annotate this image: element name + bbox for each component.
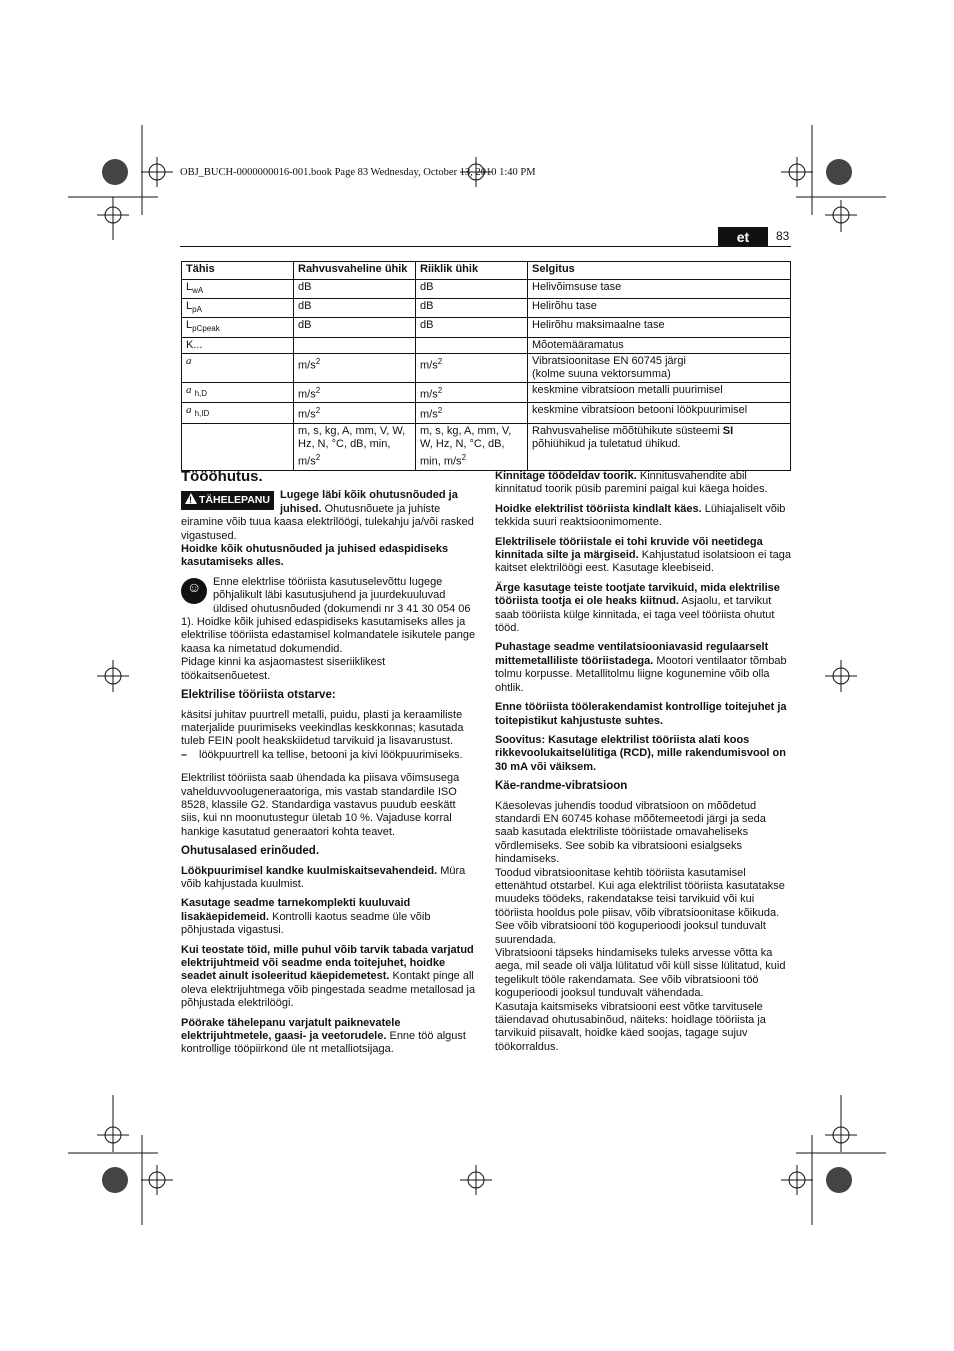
symbol: a xyxy=(186,354,192,367)
symbol-subscript: h,ID xyxy=(194,409,210,419)
safety-bold: Löökpuurimisel kandke kuulmiskaitsevahendeid. xyxy=(181,864,438,877)
safety-bold: Ärge kasutage teiste tootjate tarvikuid, mida elektrilise tööriista tootja ei ole heaks kiitnud. xyxy=(495,581,780,608)
table-cell: dB xyxy=(416,280,528,299)
safety-bold: Pöörake tähelepanu varjatult paiknevatele elektrijuhtmetele, gaasi- ja veetorudele. xyxy=(181,1016,401,1043)
section-title: Töööhutus. xyxy=(181,468,263,485)
paragraph: Toodud vibratsioonitase kehtib tööriista kasutamisel ettenähtud otstarbel. Kui aga elektrilist tööriista kasutatakse muudeks töödeks, rakendatakse teisi tarvikuid või kui tööriista hooldus pole piisav, võib vibratsioonitase kõikuda. See võib vibratsiooni töö koguperioodi jooksul tunduvalt suurendada. xyxy=(495,866,785,946)
symbols-table xyxy=(181,261,791,471)
safety-text: Kontakt pinge all oleva elektrijuhtmega võib pingestada seadme metallosad ja põhjustada elektrilöögi. xyxy=(181,970,476,1010)
safety-text: Enne töö algust kontrollige tööpiirkond üle nt metalliotsijaga. xyxy=(181,1030,466,1056)
table-cell: m/s xyxy=(298,359,316,372)
table-row xyxy=(182,280,791,299)
table-cell: Mõotemääramatus xyxy=(528,337,791,353)
col-header: Riiklik ühik xyxy=(416,262,528,280)
superscript: 2 xyxy=(315,356,321,366)
safety-item xyxy=(181,865,477,892)
safety-text: Lühiajaliselt võib tekkida suuri reaktsioonimomente. xyxy=(495,502,786,529)
paragraph: Käesolevas juhendis toodud vibratsioon on mõõdetud standardi EN 60745 kohase mõõtemeetodi järgi ja seda saab kasutada elektriliste tööriistade omavaheliseks võrdlemiseks. See sobib ka vibratsiooni esialgseks hindamiseks. xyxy=(495,799,766,866)
table-cell: Rahvusvahelise mõõtühikute süsteemi xyxy=(532,424,723,437)
table-row xyxy=(182,299,791,318)
table-cell xyxy=(416,337,528,353)
safety-item xyxy=(181,1017,477,1057)
symbol: L xyxy=(186,281,193,293)
safety-text: Müra võib kahjustada kuulmist. xyxy=(181,864,466,890)
superscript: 2 xyxy=(437,385,443,395)
subheading: Käe-randme-vibratsioon xyxy=(495,780,628,793)
paragraph: Elektrilist tööriista saab ühendada ka piisava võimsusega vahelduvvoolugeneraatoriga, mis vastab standardile ISO 8528, klassile G2. Standardiga vastavus puudub eeskätt siis, kui nn moonutustegur ületab 10 %. Vajaduse korral hankige kasutatud generaatori kohta teavet. xyxy=(181,772,460,838)
regulations-note: Pidage kinni ka asjaomastest siseriiklikest töökaitsenõuetest. xyxy=(181,656,386,682)
list-item-text: löökpuurtrell ka tellise, betooni ja kivi löökpuurimiseks. xyxy=(199,748,463,761)
table-cell: m/s xyxy=(420,388,438,401)
read-manual-icon: ☺ xyxy=(181,578,207,604)
safety-bold: Hoidke elektrilist tööriista kindlalt käes. xyxy=(495,502,702,515)
table-row xyxy=(182,318,791,337)
safety-bold: Puhastage seadme ventilatsiooniavasid regulaarselt mittemetalliliste tööriistadega. xyxy=(495,641,769,667)
table-row xyxy=(182,382,791,403)
file-info-line: OBJ_BUCH-0000000016-001.book Page 83 Wednesday, October 13, 2010 1:40 PM xyxy=(180,167,536,178)
superscript: 2 xyxy=(461,452,467,462)
table-cell: m, s, kg, A, mm, V, W, Hz, N, °C, dB, min, m/s xyxy=(420,424,512,468)
symbol: a xyxy=(186,383,192,396)
symbol: L xyxy=(186,300,193,313)
table-cell: Helivõimsuse tase xyxy=(528,280,791,299)
table-cell: dB xyxy=(294,299,416,318)
superscript: 2 xyxy=(437,356,443,366)
table-cell: keskmine vibratsioon metalli puurimisel xyxy=(528,382,791,403)
table-cell: dB xyxy=(416,318,528,337)
symbol-subscript: h,D xyxy=(194,388,208,398)
safety-bold: Kinnitage töödeldav toorik. xyxy=(495,470,637,482)
table-cell: (kolme suuna vektorsumma) xyxy=(532,367,671,380)
right-column xyxy=(495,470,791,1054)
superscript: 2 xyxy=(315,406,321,416)
safety-item: Soovitus: Kasutage elektrilist tööriista alati koos rikkevoolukaitselülitiga (RCD), mille rakendumisvool on 30 mA või väiksem. xyxy=(495,733,786,773)
superscript: 2 xyxy=(315,385,321,395)
table-cell: m/s xyxy=(298,408,316,421)
safety-bold: Kasutage seadme tarnekomplekti kuuluvaid lisakäepidemeid. xyxy=(181,897,411,923)
col-header: Tähis xyxy=(182,262,294,280)
symbol: L xyxy=(186,319,193,332)
table-row xyxy=(182,337,791,353)
safety-item xyxy=(495,503,791,530)
dash-bullet: – xyxy=(181,748,188,761)
safety-text: Kinnitusvahendite abil kinnitatud toorik püsib paremini paigal kui käega hoides. xyxy=(495,470,768,496)
symbol xyxy=(182,423,294,470)
table-cell: keskmine vibratsioon betooni löökpuurimisel xyxy=(528,403,791,424)
table-row xyxy=(182,403,791,424)
warning-block xyxy=(181,489,477,543)
table-cell: Helirõhu tase xyxy=(528,299,791,318)
safety-item xyxy=(495,582,791,636)
paragraph: käsitsi juhitav puurtrell metalli, puidu, plasti ja keraamiliste materjalide puurimiseks veekindlas keskkonnas; kasutada tuleb FEIN poolt heakskiidetud tarvikuid ja lisavarustust. xyxy=(181,708,464,748)
warning-label xyxy=(181,491,274,509)
table-cell: dB xyxy=(294,318,416,337)
language-tab: et xyxy=(718,227,768,247)
safety-item xyxy=(495,536,791,576)
safety-item xyxy=(495,641,791,695)
table-row xyxy=(182,353,791,382)
safety-text: Asjaolu, et tarvikut saab tööriista külge kinnitada, ei taga veel tööriista ohutut tööd. xyxy=(495,595,775,635)
table-cell: m/s xyxy=(298,388,316,401)
safety-text: Kahjustatud isolatsioon ei taga kaitset elektrilöögi eest. Kasutage kleebiseid. xyxy=(495,549,791,575)
safety-item xyxy=(181,944,477,1011)
table-cell-bold: SI xyxy=(722,424,734,437)
table-cell: põhiühikud ja tuletatud ühikud. xyxy=(532,437,681,450)
symbol-subscript: wA xyxy=(192,286,204,296)
safety-text: Kontrolli kaotus seadme üle võib põhjustada vigastusi. xyxy=(181,910,431,937)
warning-label-text: TÄHELEPANU xyxy=(199,494,270,507)
superscript: 2 xyxy=(315,452,321,462)
safety-text: Mootori ventilaator tõmbab tolmu korpusse. Metallitolmu liigne kogunemine võib olla ohtlik. xyxy=(495,654,787,694)
safety-item xyxy=(181,897,477,937)
manual-note xyxy=(181,576,477,656)
symbol-subscript: pA xyxy=(192,305,202,315)
header-rule xyxy=(180,246,791,247)
safety-item xyxy=(495,470,791,497)
manual-text: Enne elektrlise tööriista kasutuselevõttu lugege põhjalikult läbi kasutusjuhend ja juurdekuuluvad üldised ohutusnõuded (dokumendi nr 3 41 30 054 06 1). Hoidke kõik juhised edaspidiseks kasutamiseks alles ja elektrilise tööriista edastamisel kolmandatele isikutele pange kaasa ka nimetatud dokumendid. xyxy=(181,575,476,655)
table-cell xyxy=(294,337,416,353)
safety-bold: Elektrilisele tööriistale ei tohi kruvide või neetidega kinnitada silte ja märgiseid. xyxy=(495,535,763,562)
table-cell: dB xyxy=(294,280,416,299)
warning-bold: Lugege läbi kõik ohutusnõuded ja juhised. xyxy=(279,489,458,515)
keep-instructions: Hoidke kõik ohutusnõuded ja juhised edaspidiseks kasutamiseks alles. xyxy=(181,543,449,569)
table-cell: Vibratsioonitase EN 60745 järgi xyxy=(532,354,686,367)
table-cell: m/s xyxy=(420,408,438,421)
subheading: Ohutusalased erinõuded. xyxy=(181,845,320,858)
superscript: 2 xyxy=(437,406,443,416)
symbol-subscript: pCpeak xyxy=(192,324,220,334)
col-header: Rahvusvaheline ühik xyxy=(294,262,416,280)
paragraph: Vibratsiooni täpseks hindamiseks tuleks arvesse võtta ka aega, mil seade oli välja lülitatud või küll sisse lülitatud, kuid tegelikult tööle rakendamata. See võib vibratsiooni töö koguperioodi jooksul tunduvalt vähendada. xyxy=(495,947,786,1000)
left-column xyxy=(181,470,477,1063)
col-header: Selgitus xyxy=(528,262,791,280)
warning-icon: ! xyxy=(185,493,197,504)
paragraph: Kasutaja kaitsmiseks vibratsiooni eest võtke tarvitusele täiendavad ohutusabinõud, näiteks: hoidlage tööriista ja tarvikuid piisavalt, hoidke käed soojas, tagage sujuv töökorraldus. xyxy=(495,1000,766,1053)
warning-text: Ohutusnõuete ja juhiste eiramine võib tuua kaasa elektrilöögi, tulekahju ja/või rasked vigastused. xyxy=(181,502,474,542)
subheading: Elektrilise tööriista otstarve: xyxy=(181,689,336,702)
symbol: K... xyxy=(182,337,294,353)
table-cell: Helirõhu maksimaalne tase xyxy=(528,318,791,337)
safety-bold: Kui teostate töid, mille puhul võib tarvik tabada varjatud elektrijuhtmeid või seadme enda toitejuhet, hoidke seadet ainult isoleeritud käepidemetest. xyxy=(181,943,474,983)
table-cell: dB xyxy=(416,299,528,318)
table-cell: m, s, kg, A, mm, V, W, Hz, N, °C, dB, min, m/s xyxy=(298,424,406,468)
symbol: a xyxy=(186,404,192,417)
page-number: 83 xyxy=(776,229,790,243)
list-item xyxy=(181,749,477,762)
table-row xyxy=(182,423,791,470)
safety-item: Enne tööriista töölerakendamist kontrollige toitejuhet ja toitepistikut kahjustuste suhtes. xyxy=(495,701,787,727)
table-cell: m/s xyxy=(420,359,438,372)
table-header-row xyxy=(182,262,791,280)
